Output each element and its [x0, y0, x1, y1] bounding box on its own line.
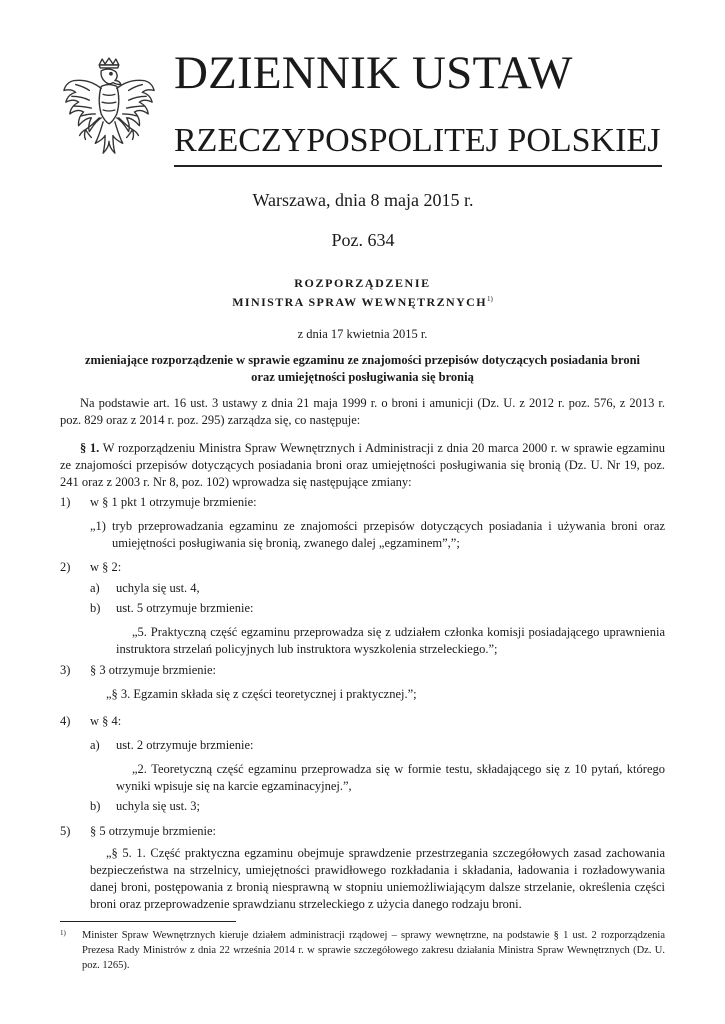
polish-eagle-emblem-icon — [60, 57, 158, 165]
sub-item-text: uchyla się ust. 3; — [116, 799, 201, 813]
list-item-number: 3) — [60, 663, 71, 677]
publication-date: Warszawa, dnia 8 maja 2015 r. — [252, 190, 474, 210]
journal-title: DZIENNIK USTAW — [174, 47, 573, 99]
list-item-text: w § 4: — [90, 714, 122, 728]
act-issuer-label: MINISTRA SPRAW WEWNĘTRZNYCH — [232, 295, 487, 309]
sub-item-text: uchyla się ust. 4, — [116, 581, 200, 595]
list-item-number: 5) — [60, 824, 71, 838]
footnote-mark: 1) — [60, 929, 66, 937]
sub-item-letter: a) — [90, 738, 100, 752]
quoted-item-text: tryb przeprowadzania egzaminu ze znajomości przepisów dotyczących posiadania i używania broni oraz umiejętności posługiwania się bronią, zwanego dalej „egzaminem”,”; — [112, 519, 665, 550]
journal-subtitle: RZECZYPOSPOLITEJ POLSKIEJ — [174, 122, 661, 159]
list-item-text: § 3 otrzymuje brzmienie: — [90, 663, 217, 677]
sub-item-letter: b) — [90, 799, 101, 813]
sub-item-letter: a) — [90, 581, 100, 595]
sub-item-letter: b) — [90, 601, 101, 615]
quoted-amendment-text: „§ 3. Egzamin składa się z części teoretycznej i praktycznej.”; — [106, 687, 417, 701]
position-number: Poz. 634 — [331, 230, 395, 250]
list-item-text: § 5 otrzymuje brzmienie: — [90, 824, 217, 838]
act-subject-line-2: oraz umiejętności posługiwania się bronią — [251, 370, 474, 384]
sub-item-text: ust. 2 otrzymuje brzmienie: — [116, 738, 254, 752]
list-item-number: 2) — [60, 560, 71, 574]
section-1-text: W rozporządzeniu Ministra Spraw Wewnętrznych i Administracji z dnia 20 marca 2000 r. w sprawie egzaminu ze znajomości przepisów dotyczących posiadania broni oraz umiejętności posługiwania się bronią (Dz. U. Nr 19, poz. 241 oraz z 2003 r. Nr 8, poz. 102) wprowadza się następujące zmiany: — [60, 441, 665, 489]
footnote-divider — [60, 921, 236, 922]
footnote-reference: 1) — [486, 295, 493, 303]
act-subject-line-1: zmieniające rozporządzenie w sprawie egzaminu ze znajomości przepisów dotyczących posiadania broni — [84, 353, 641, 367]
act-type — [60, 276, 665, 291]
act-date: z dnia 17 kwietnia 2015 r. — [297, 327, 428, 341]
quoted-amendment-text: „2. Teoretyczną część egzaminu przeprowadza się w formie testu, składającego się z 10 pytań, którego wyniki wpisuje się na karcie egzaminacyjnej.”, — [116, 762, 665, 793]
legal-basis-paragraph — [60, 395, 665, 429]
act-subject — [60, 352, 665, 386]
header-divider — [174, 165, 662, 167]
list-item-number: 1) — [60, 495, 71, 509]
section-1-paragraph — [60, 440, 665, 491]
list-item-text: w § 2: — [90, 560, 122, 574]
footnote-text: Minister Spraw Wewnętrznych kieruje działem administracji rządowej – sprawy wewnętrzne, na podstawie § 1 ust. 2 rozporządzenia Prezesa Rady Ministrów z dnia 22 września 2014 r. w sprawie szczegółowego zakresu działania Ministra Spraw Wewnętrznych (Dz. U. poz. 1265). — [82, 930, 665, 971]
legal-basis-text: Na podstawie art. 16 ust. 3 ustawy z dnia 21 maja 1999 r. o broni i amunicji (Dz. U. z 2012 r. poz. 576, z 2013 r. poz. 829 oraz z 2014 r. poz. 295) zarządza się, co następuje: — [60, 396, 665, 427]
quoted-amendment-text: „5. Praktyczną część egzaminu przeprowadza się z udziałem członka komisji posiadającego uprawnienia instruktora strzelań policyjnych lub instruktora wyszkolenia strzeleckiego.”; — [116, 625, 665, 656]
list-item-number: 4) — [60, 714, 71, 728]
section-1-mark: § 1. — [80, 441, 100, 455]
sub-item-text: ust. 5 otrzymuje brzmienie: — [116, 601, 254, 615]
act-issuer — [60, 295, 665, 310]
list-item-text: w § 1 pkt 1 otrzymuje brzmienie: — [90, 495, 257, 509]
quoted-item-number: „1) — [90, 519, 106, 533]
act-type-label: ROZPORZĄDZENIE — [294, 276, 431, 290]
quoted-amendment-text: „§ 5. 1. Część praktyczna egzaminu obejmuje sprawdzenie przestrzegania szczegółowych zasad zachowania bezpieczeństwa na strzelnicy, umiejętności prawidłowego rozkładania i składania, ładowania i rozładowywania danej broni, postępowania z bronią niesprawną w stopniu uniemożliwiającym dalsze strzelanie, określenia części broni oraz przeprowadzenie sprawdzianu strzeleckiego z użycia danego rodzaju broni. — [90, 846, 665, 911]
